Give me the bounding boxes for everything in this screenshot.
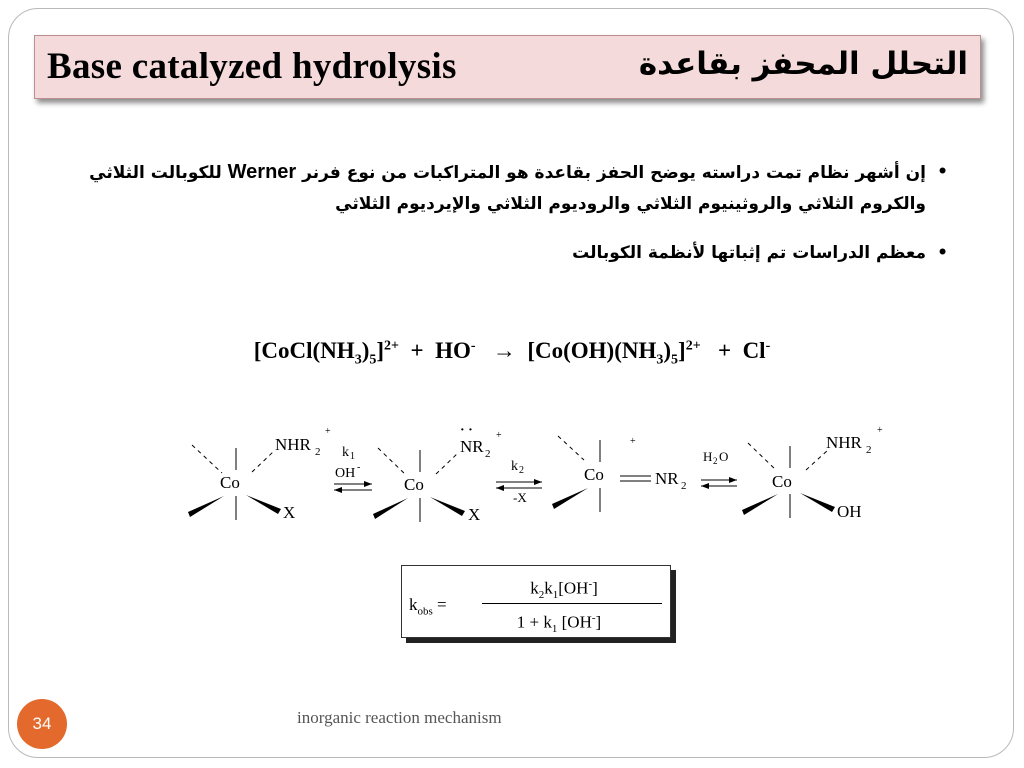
svg-text:OH: OH [837,502,862,521]
bullet-dot-icon: • [937,162,948,182]
bullet-item-cobalt [40,238,950,269]
rate-kobs: $k_{obs}$ = [409,595,447,618]
page-number-badge: 34 [17,699,67,749]
structure-five-coordinate [552,436,687,512]
bullet-text-before: إن أشهر نظام تمت دراسته يوضح الحفز بقاعدة هو المتراكبات من نوع فرنر [302,163,926,183]
title-english: Base catalyzed hydrolysis [47,46,457,87]
rate-denominator: $1 + k_1$ [OH-] [516,612,602,636]
eq-plus: + [717,338,732,363]
title-bar [34,35,981,99]
rate-numerator: $k_2k_1[OH^-]$ [530,578,598,602]
structure-product [742,425,883,521]
svg-text:Co: Co [584,465,604,484]
svg-text:X: X [468,505,481,524]
bullet-text-after: للكوبالت الثلاثي والكروم الثلاثي والروثينيوم الثلاثي والروديوم الثلاثي والإيرديوم الثلاثي [89,163,926,214]
svg-text:· ·: · · [460,423,473,438]
svg-text:k: k [511,459,518,474]
rate-law-box [401,565,671,638]
rate-fraction-line [482,603,662,604]
svg-text:2: 2 [519,465,524,476]
svg-text:-: - [357,462,361,473]
structure-reactant [188,426,331,522]
svg-text:X: X [283,503,296,522]
svg-text:2: 2 [485,448,491,460]
eq-plus: + [410,338,424,363]
bullet-text: معظم الدراسات تم إثباتها لأنظمة الكوبالت [572,243,926,263]
svg-text:k: k [342,445,349,460]
eq-hydroxide: HO- [435,338,476,363]
hydrolysis-equation [0,338,1024,369]
svg-text:NHR: NHR [275,435,311,454]
bullet-item-werner [40,157,950,220]
bullet-dot-icon: • [937,243,948,263]
svg-text:+: + [496,430,502,441]
svg-text:Co: Co [404,475,424,494]
mechanism-scheme [180,418,900,533]
equilibrium-arrow-k2 [496,459,542,505]
svg-text:H: H [703,449,713,464]
svg-text:1: 1 [350,451,355,462]
svg-text:NR: NR [655,469,679,488]
bullet-list [40,157,950,287]
svg-text:+: + [877,425,883,436]
svg-text:-X: -X [513,490,527,505]
eq-product-complex: $[Co(OH)(NH_3)_5]^{2+}$ [527,338,701,368]
svg-text:NHR: NHR [826,433,862,452]
eq-arrow-icon: → [492,338,516,363]
bullet-highlight-werner: Werner [227,161,297,183]
svg-text:2: 2 [315,446,321,458]
eq-reactant-complex: $[CoCl(NH_3)_5]^{2+}$ [253,338,400,368]
svg-text:+: + [325,426,331,437]
slide-frame [8,8,1014,758]
svg-text:NR: NR [460,437,484,456]
equilibrium-arrow-k1 [334,445,372,490]
footer-text: inorganic reaction mechanism [297,708,502,727]
svg-text:O: O [719,449,729,464]
eq-chloride: Cl- [742,338,771,363]
svg-text:Co: Co [220,473,240,492]
svg-text:+: + [630,436,636,447]
title-arabic: التحلل المحفز بقاعدة [638,46,968,82]
svg-text:OH: OH [335,466,356,481]
svg-text:2: 2 [866,444,872,456]
structure-amido-intermediate [373,423,502,524]
svg-text:Co: Co [772,472,792,491]
svg-text:2: 2 [713,456,718,466]
equilibrium-arrow-h2o [701,449,737,486]
svg-text:2: 2 [681,480,687,492]
